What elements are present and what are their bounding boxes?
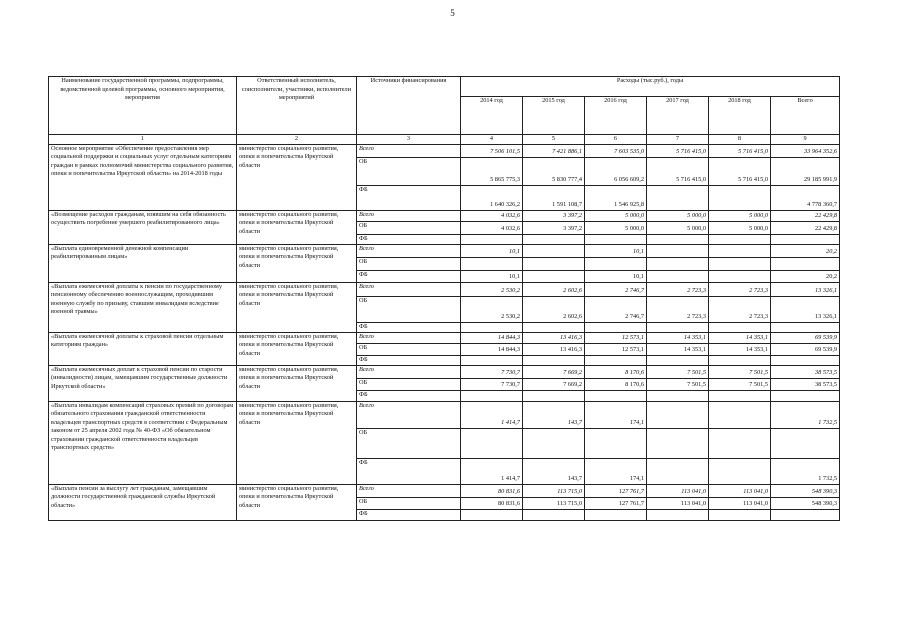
value-cell: 7 501,5 (647, 378, 709, 390)
value-cell: 2 723,3 (709, 296, 771, 322)
value-cell (523, 234, 585, 244)
value-cell (709, 390, 771, 401)
value-cell: 113 715,0 (523, 484, 585, 497)
measure-executor: министерство социального развития, опеки и попечительства Иркутской области (237, 332, 357, 365)
measure-name: «Возмещение расходов гражданам, взявшим на себя обязанность осуществить погребение умершего реабилитированного лица» (49, 210, 237, 244)
column-number: 2 (237, 135, 357, 145)
value-cell: 13 416,3 (523, 332, 585, 343)
value-cell: 12 573,1 (585, 343, 647, 355)
funding-source-label: ФБ (357, 322, 461, 332)
funding-source-label: Всего (357, 484, 461, 497)
value-cell: 174,1 (585, 401, 647, 428)
value-cell (647, 509, 709, 520)
value-cell (585, 355, 647, 365)
funding-source-label: ФБ (357, 185, 461, 210)
value-cell: 2 602,6 (523, 282, 585, 296)
value-cell: 14 353,1 (709, 343, 771, 355)
value-total (771, 322, 840, 332)
table-row (49, 401, 840, 428)
value-total: 29 185 991,9 (771, 157, 840, 185)
value-cell: 5 000,0 (709, 210, 771, 221)
value-cell: 1 414,7 (461, 401, 523, 428)
value-cell (709, 401, 771, 428)
column-number: 3 (357, 135, 461, 145)
column-number: 6 (585, 135, 647, 145)
value-cell: 127 761,7 (585, 497, 647, 509)
value-cell (523, 355, 585, 365)
value-total: 4 778 360,7 (771, 185, 840, 210)
value-cell: 7 501,5 (709, 365, 771, 378)
value-cell (647, 355, 709, 365)
value-cell: 7 730,7 (461, 378, 523, 390)
value-total: 22 429,8 (771, 221, 840, 234)
value-cell (585, 390, 647, 401)
value-cell (523, 322, 585, 332)
column-number: 5 (523, 135, 585, 145)
value-cell: 10,1 (585, 270, 647, 282)
value-cell (585, 428, 647, 458)
value-cell: 13 416,3 (523, 343, 585, 355)
header-program-name: Наименование государственной программы, подпрограммы, ведомственной целевой программы, основного мероприятия, мероприятия (49, 77, 237, 135)
value-cell (647, 390, 709, 401)
table-row (49, 244, 840, 257)
value-cell: 1 640 326,2 (461, 185, 523, 210)
value-cell: 6 056 609,2 (585, 157, 647, 185)
value-cell (461, 509, 523, 520)
header-year: 2018 год (709, 97, 771, 135)
measure-executor: министерство социального развития, опеки и попечительства Иркутской области (237, 401, 357, 484)
value-cell: 80 831,6 (461, 484, 523, 497)
value-cell (709, 270, 771, 282)
table-row (49, 210, 840, 221)
funding-source-label: ОБ (357, 257, 461, 270)
value-cell (709, 509, 771, 520)
value-cell (647, 401, 709, 428)
header-year: 2015 год (523, 97, 585, 135)
header-total: Всего (771, 97, 840, 135)
column-number: 1 (49, 135, 237, 145)
value-cell: 5 865 775,3 (461, 157, 523, 185)
value-cell: 127 761,7 (585, 484, 647, 497)
header-executor: Ответственный исполнитель, соисполнители, участники, исполнители мероприятий (237, 77, 357, 135)
value-cell: 14 353,1 (647, 332, 709, 343)
value-cell: 5 716 415,0 (647, 144, 709, 157)
measure-executor: министерство социального развития, опеки и попечительства Иркутской области (237, 484, 357, 520)
value-cell: 113 041,0 (647, 484, 709, 497)
value-total: 1 732,5 (771, 401, 840, 428)
value-cell (709, 355, 771, 365)
value-cell: 113 041,0 (647, 497, 709, 509)
value-cell (585, 257, 647, 270)
header-expenses: Расходы (тыс.руб.), годы (461, 77, 840, 97)
value-cell: 8 170,6 (585, 378, 647, 390)
value-cell (461, 390, 523, 401)
funding-source-label: ФБ (357, 458, 461, 484)
value-cell (523, 509, 585, 520)
value-cell: 1 591 108,7 (523, 185, 585, 210)
value-cell: 5 716 415,0 (647, 157, 709, 185)
funding-source-label: Всего (357, 365, 461, 378)
value-total: 33 964 352,6 (771, 144, 840, 157)
value-cell (523, 270, 585, 282)
value-total: 38 573,5 (771, 365, 840, 378)
value-cell: 4 032,6 (461, 221, 523, 234)
table-row (49, 484, 840, 497)
value-cell: 2 723,3 (647, 282, 709, 296)
measure-name: «Выплата единовременной денежной компенсации реабилитированным лицам» (49, 244, 237, 282)
value-cell: 7 730,7 (461, 365, 523, 378)
column-number: 7 (647, 135, 709, 145)
column-number: 9 (771, 135, 840, 145)
value-cell (647, 270, 709, 282)
value-cell (523, 244, 585, 257)
funding-source-label: ФБ (357, 390, 461, 401)
value-cell: 7 506 101,5 (461, 144, 523, 157)
value-total: 38 573,5 (771, 378, 840, 390)
value-cell: 14 353,1 (647, 343, 709, 355)
value-cell: 3 397,2 (523, 221, 585, 234)
value-cell (647, 322, 709, 332)
value-cell: 4 032,6 (461, 210, 523, 221)
value-cell: 1 414,7 (461, 458, 523, 484)
value-cell: 7 669,2 (523, 378, 585, 390)
value-cell: 10,1 (461, 270, 523, 282)
value-total: 13 326,1 (771, 296, 840, 322)
value-total: 20,2 (771, 270, 840, 282)
funding-source-label: Всего (357, 332, 461, 343)
value-cell: 1 546 925,8 (585, 185, 647, 210)
value-total (771, 355, 840, 365)
value-cell: 3 397,2 (523, 210, 585, 221)
value-total: 69 539,9 (771, 332, 840, 343)
value-total: 20,2 (771, 244, 840, 257)
column-number: 4 (461, 135, 523, 145)
value-cell (647, 428, 709, 458)
funding-source-label: ОБ (357, 497, 461, 509)
value-cell: 2 530,2 (461, 282, 523, 296)
funding-source-label: Всего (357, 282, 461, 296)
value-cell (461, 257, 523, 270)
value-cell: 5 000,0 (647, 221, 709, 234)
funding-source-label: ОБ (357, 157, 461, 185)
funding-source-label: ФБ (357, 234, 461, 244)
funding-source-label: ОБ (357, 343, 461, 355)
value-cell: 2 746,7 (585, 296, 647, 322)
value-cell: 14 844,3 (461, 343, 523, 355)
value-total: 548 390,3 (771, 497, 840, 509)
value-cell (709, 257, 771, 270)
value-cell: 5 716 415,0 (709, 157, 771, 185)
value-cell: 2 723,3 (709, 282, 771, 296)
funding-source-label: ОБ (357, 221, 461, 234)
funding-source-label: ФБ (357, 270, 461, 282)
value-cell: 7 501,5 (647, 365, 709, 378)
header-funding-source: Источники финансирования (357, 77, 461, 135)
value-cell (585, 322, 647, 332)
value-cell (709, 428, 771, 458)
funding-source-label: Всего (357, 401, 461, 428)
measure-name: Основное мероприятие «Обеспечение предоставления мер социальной поддержки и социальных услуг отдельным категориям граждан в рамках полномочий министерства социального развития, опеки и попечительства Иркутской области» на 2014-2018 годы (49, 144, 237, 210)
value-cell (461, 234, 523, 244)
measure-executor: министерство социального развития, опеки и попечительства Иркутской области (237, 144, 357, 210)
funding-source-label: Всего (357, 244, 461, 257)
value-cell: 14 844,3 (461, 332, 523, 343)
value-cell: 5 830 777,4 (523, 157, 585, 185)
value-cell (647, 185, 709, 210)
value-cell (461, 322, 523, 332)
value-total: 69 539,9 (771, 343, 840, 355)
value-cell (709, 244, 771, 257)
measure-name: «Выплата инвалидам компенсаций страховых премий по договорам обязательного страхования гражданской ответственности владельцев транспортных средств в соответствии с Федеральным законом от 25 апреля 2002 года № 40-ФЗ «Об обязательном страховании гражданской ответственности владельцев транспортных средств» (49, 401, 237, 484)
value-cell (647, 257, 709, 270)
value-cell: 12 573,1 (585, 332, 647, 343)
financing-table (48, 76, 840, 521)
header-row-1 (49, 77, 840, 97)
value-cell: 7 603 535,0 (585, 144, 647, 157)
value-cell: 5 000,0 (647, 210, 709, 221)
funding-source-label: Всего (357, 144, 461, 157)
value-cell (461, 355, 523, 365)
value-total (771, 257, 840, 270)
value-cell: 7 501,5 (709, 378, 771, 390)
measure-executor: министерство социального развития, опеки и попечительства Иркутской области (237, 210, 357, 244)
funding-source-label: ФБ (357, 355, 461, 365)
table-row (49, 144, 840, 157)
value-cell (709, 322, 771, 332)
value-cell: 5 000,0 (585, 221, 647, 234)
value-cell: 80 831,6 (461, 497, 523, 509)
value-cell: 5 000,0 (709, 221, 771, 234)
value-total: 548 390,3 (771, 484, 840, 497)
value-cell: 174,1 (585, 458, 647, 484)
value-cell: 10,1 (585, 244, 647, 257)
value-total: 22 429,8 (771, 210, 840, 221)
value-cell (523, 428, 585, 458)
value-cell: 7 421 886,1 (523, 144, 585, 157)
funding-source-label: ОБ (357, 378, 461, 390)
value-cell: 8 170,6 (585, 365, 647, 378)
value-cell (709, 234, 771, 244)
value-total (771, 234, 840, 244)
value-cell (585, 234, 647, 244)
value-cell (709, 458, 771, 484)
value-cell: 2 723,3 (647, 296, 709, 322)
table-row (49, 332, 840, 343)
value-cell: 113 041,0 (709, 497, 771, 509)
measure-executor: министерство социального развития, опеки и попечительства Иркутской области (237, 282, 357, 332)
value-cell: 113 041,0 (709, 484, 771, 497)
value-cell: 5 716 415,0 (709, 144, 771, 157)
measure-name: «Выплата ежемесячной доплаты к пенсии по государственному пенсионному обеспечению военнослужащим, проходившим военную службу по призыву, ставшим инвалидами вследствие военной травмы» (49, 282, 237, 332)
value-cell (647, 234, 709, 244)
value-cell (709, 185, 771, 210)
table-row (49, 282, 840, 296)
header-year: 2017 год (647, 97, 709, 135)
page-number: 5 (450, 8, 455, 18)
header-year: 2016 год (585, 97, 647, 135)
value-total: 13 326,1 (771, 282, 840, 296)
table-body (49, 77, 840, 521)
funding-source-label: ОБ (357, 428, 461, 458)
value-cell (647, 244, 709, 257)
value-cell: 7 669,2 (523, 365, 585, 378)
value-total (771, 428, 840, 458)
value-cell (461, 428, 523, 458)
measure-name: «Выплата ежемесячных доплат к страховой пенсии по старости (инвалидности) лицам, замещавшим государственные должности Иркутской области» (49, 365, 237, 401)
column-number: 8 (709, 135, 771, 145)
value-cell (523, 257, 585, 270)
value-total (771, 509, 840, 520)
value-cell: 143,7 (523, 401, 585, 428)
measure-executor: министерство социального развития, опеки и попечительства Иркутской области (237, 365, 357, 401)
measure-executor: министерство социального развития, опеки и попечительства Иркутской области (237, 244, 357, 282)
value-cell: 2 602,6 (523, 296, 585, 322)
measure-name: «Выплата пенсии за выслугу лет гражданам, замещавшим должности государственной гражданской службы Иркутской области» (49, 484, 237, 520)
funding-source-label: ОБ (357, 296, 461, 322)
value-cell: 2 746,7 (585, 282, 647, 296)
column-numbers-row (49, 135, 840, 145)
value-cell: 14 353,1 (709, 332, 771, 343)
funding-source-label: ФБ (357, 509, 461, 520)
funding-source-label: Всего (357, 210, 461, 221)
value-cell: 5 000,0 (585, 210, 647, 221)
value-cell (647, 458, 709, 484)
value-cell: 143,7 (523, 458, 585, 484)
value-cell: 2 530,2 (461, 296, 523, 322)
value-cell (523, 390, 585, 401)
value-cell: 113 715,0 (523, 497, 585, 509)
table-row (49, 365, 840, 378)
value-total: 1 732,5 (771, 458, 840, 484)
measure-name: «Выплата ежемесячной доплаты к страховой пенсии отдельным категориям граждан» (49, 332, 237, 365)
value-total (771, 390, 840, 401)
header-year: 2014 год (461, 97, 523, 135)
value-cell: 10,1 (461, 244, 523, 257)
value-cell (585, 509, 647, 520)
